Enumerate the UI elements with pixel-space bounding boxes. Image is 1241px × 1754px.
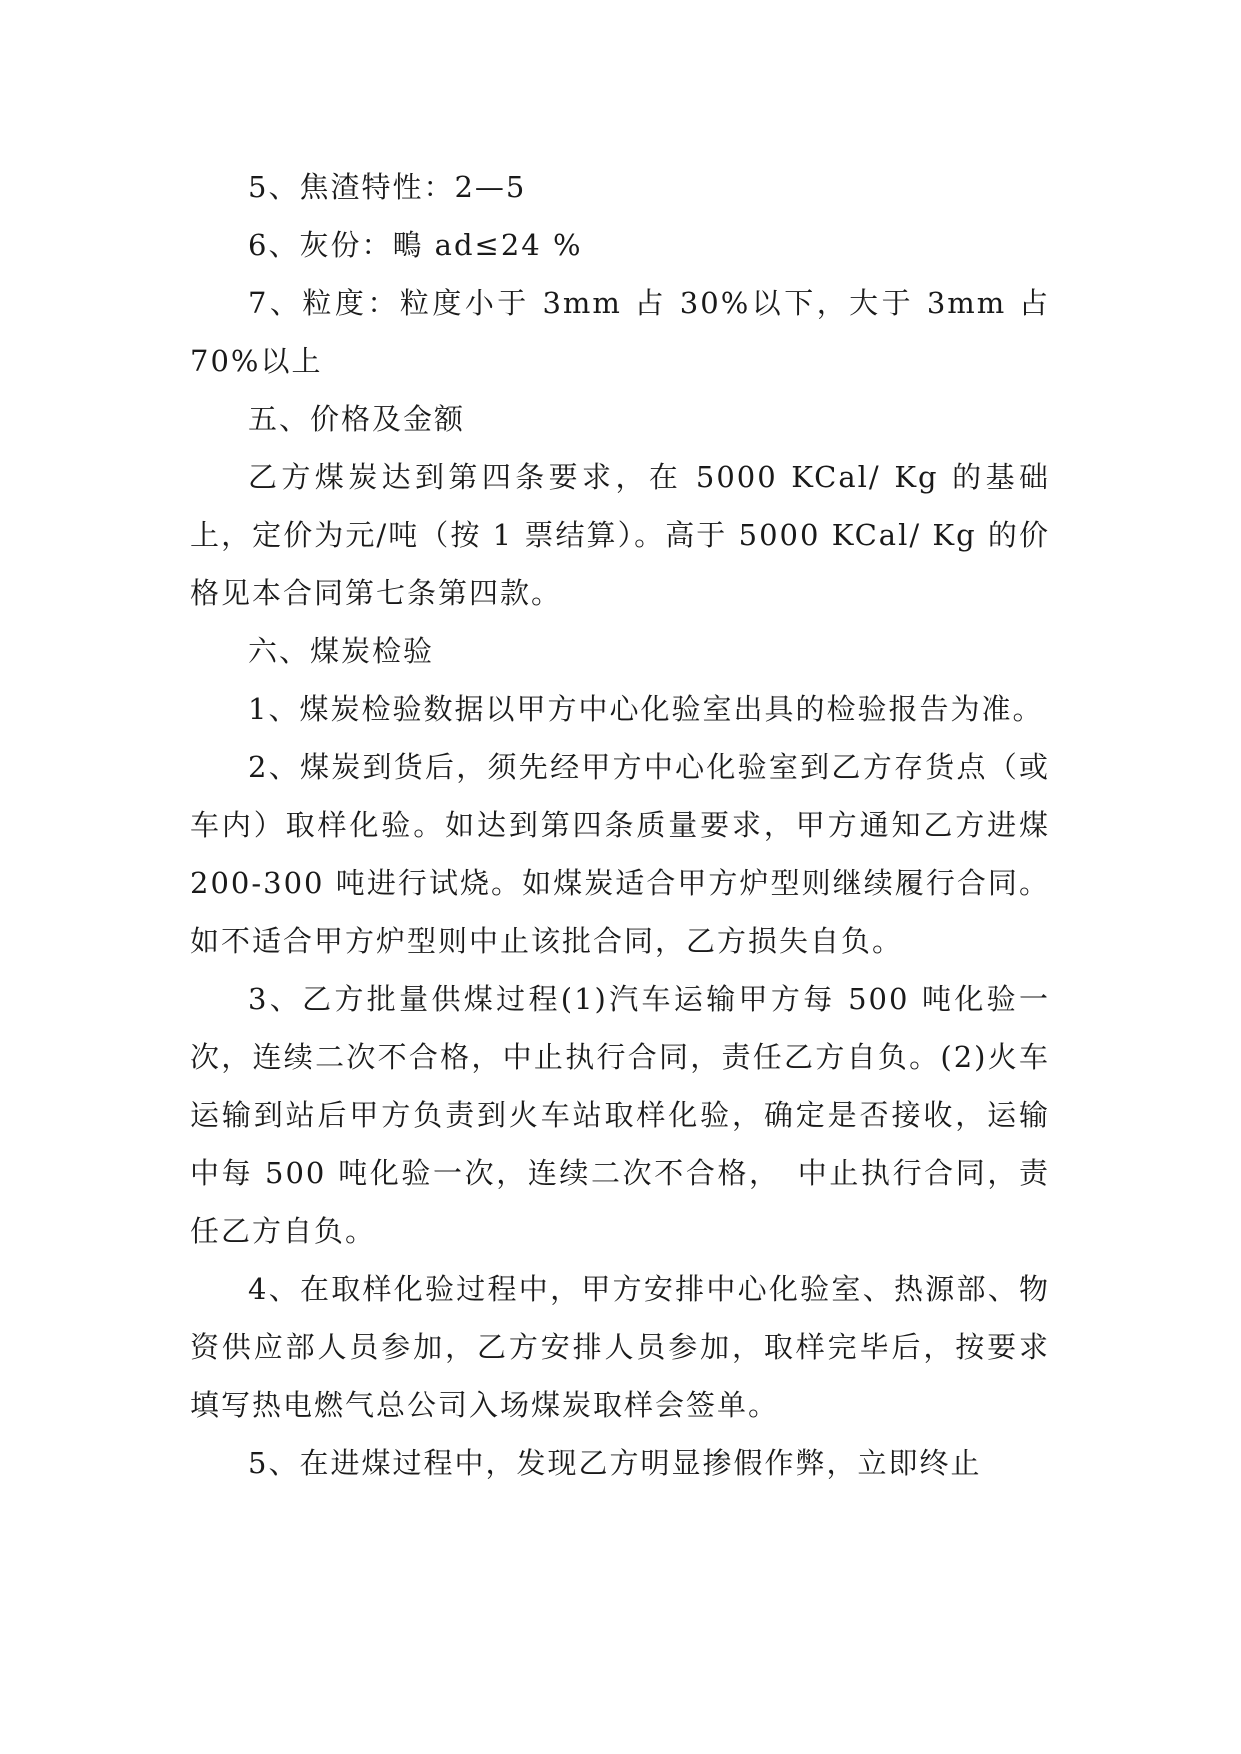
paragraph-coke-residue: 5、焦渣特性：2—5 [248,170,527,204]
paragraph-price-terms: 乙方煤炭达到第四条要求，在 5000 KCal/ Kg 的基础上，定价为元/吨（按 1 票结算）。高于 5000 KCal/ Kg 的价格见本合同第七条第四款。 [190,460,1050,610]
paragraph-inspection-3: 3、乙方批量供煤过程(1)汽车运输甲方每 500 吨化验一次，连续二次不合格，中止执行合同，责任乙方自负。(2)火车运输到站后甲方负责到火车站取样化验，确定是否接收，运输中每 500 吨化验一次，连续二次不合格， 中止执行合同，责任乙方自负。 [190,982,1050,1248]
paragraph-inspection-5: 5、在进煤过程中，发现乙方明显掺假作弊，立即终止 [248,1446,982,1480]
paragraph-particle-size: 7、粒度：粒度小于 3mm 占 30%以下，大于 3mm 占 70%以上 [190,286,1050,378]
section-heading-inspection: 六、煤炭检验 [248,634,435,668]
paragraph-inspection-4: 4、在取样化验过程中，甲方安排中心化验室、热源部、物资供应部人员参加，乙方安排人员参加，取样完毕后，按要求填写热电燃气总公司入场煤炭取样会签单。 [190,1272,1050,1422]
section-heading-price: 五、价格及金额 [248,402,466,436]
document-body [190,158,1050,1492]
paragraph-ash-content: 6、灰份：鴫 ad≤24 % [248,228,583,262]
paragraph-inspection-1: 1、煤炭检验数据以甲方中心化验室出具的检验报告为准。 [248,692,1044,726]
paragraph-inspection-2: 2、煤炭到货后，须先经甲方中心化验室到乙方存货点（或车内）取样化验。如达到第四条质量要求，甲方通知乙方进煤 200-300 吨进行试烧。如煤炭适合甲方炉型则继续履行合同。如不适合甲方炉型则中止该批合同，乙方损失自负。 [190,750,1050,958]
